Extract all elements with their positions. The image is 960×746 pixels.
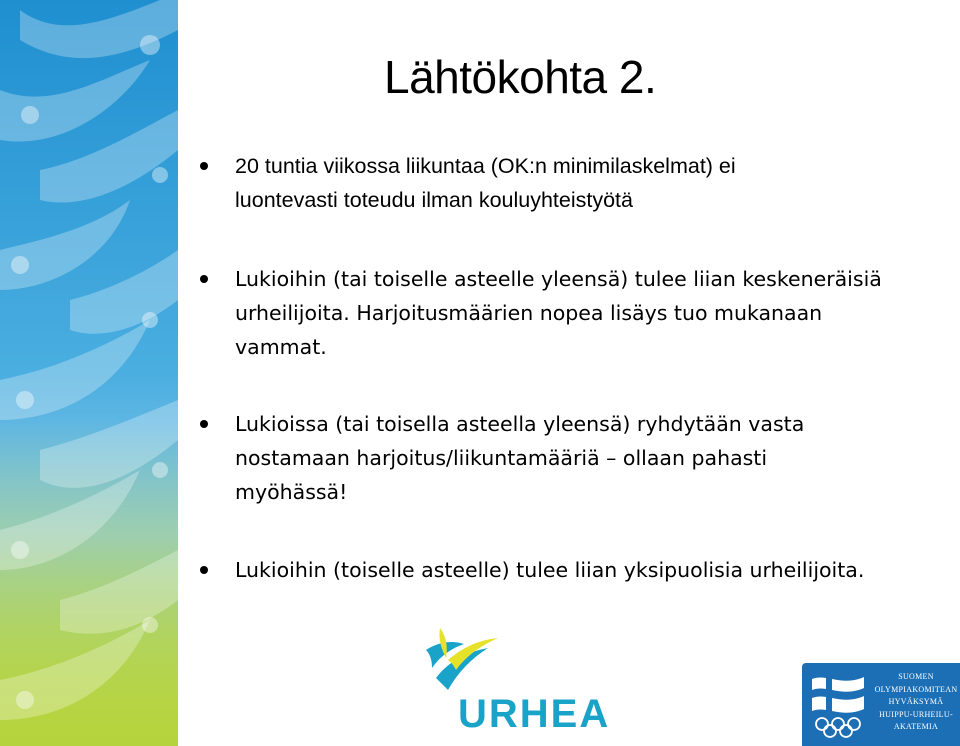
bullet-text: 20 tuntia viikossa liikuntaa (OK:n minimilaskelmat) ei luontevasti toteudu ilman kouluyhteistyötä (235, 154, 736, 212)
olympic-text-line: HUIPPU-URHEILU- (879, 709, 953, 719)
bullet-dot-icon (200, 275, 208, 283)
abstract-figure-pattern-icon (0, 0, 178, 746)
bullet-dot-icon (200, 162, 208, 170)
urhea-logo (418, 628, 618, 740)
bullet-item (200, 149, 940, 217)
bullet-text: Lukioihin (toiselle asteelle) tulee liian yksipuolisia urheilijoita. (235, 558, 865, 582)
olympic-text-line: AKATEMIA (893, 722, 939, 731)
olympic-academy-text (872, 671, 960, 734)
olympic-text-line: OLYMPIAKOMITEAN (874, 684, 958, 694)
bullet-dot-icon (200, 420, 208, 428)
bullet-item (200, 553, 940, 587)
bullet-text: Lukioihin (tai toiselle asteelle yleensä) tulee liian keskeneräisiä urheilijoita. Harjoitusmäärien nopea lisäys tuo mukanaan vammat. (235, 267, 882, 359)
olympic-rings-flag-icon (808, 669, 868, 741)
olympic-academy-logo (802, 663, 960, 746)
urhea-swoosh-icon (418, 628, 618, 698)
bullet-item (200, 407, 940, 509)
bullet-item (200, 262, 940, 364)
bullet-text: Lukioissa (tai toisella asteella yleensä) ryhdytään vasta nostamaan harjoitus/liikuntamääriä – ollaan pahasti myöhässä! (235, 412, 805, 504)
bullet-dot-icon (200, 566, 208, 574)
olympic-text-line: SUOMEN (898, 672, 934, 681)
urhea-wordmark: URHEA (458, 692, 611, 736)
olympic-text-line: HYVÄKSYMÄ (888, 697, 944, 706)
decorative-side-band (0, 0, 178, 746)
slide-title: Lähtökohta 2. (384, 51, 657, 103)
